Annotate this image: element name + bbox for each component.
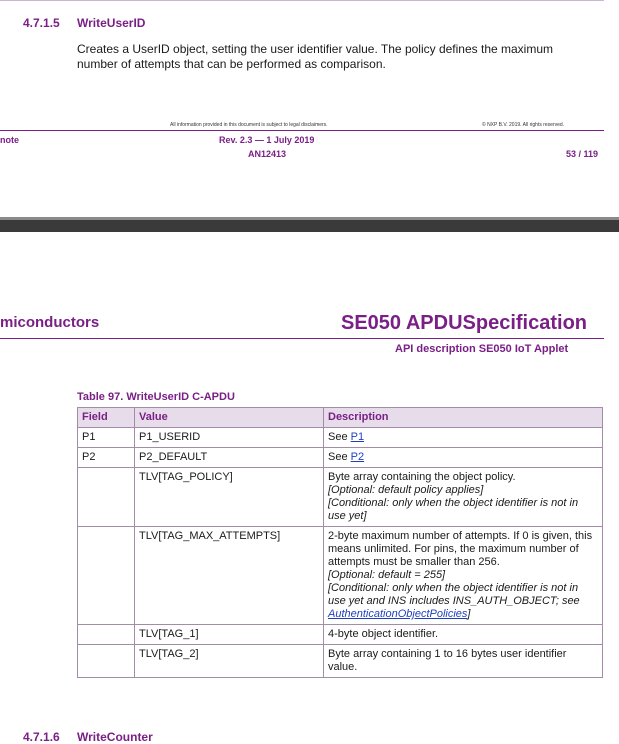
table-row (78, 645, 603, 678)
conditional-note (328, 582, 598, 621)
cell-value: P1_USERID (135, 428, 324, 448)
cell-field (78, 625, 135, 645)
apdu-table (77, 407, 603, 678)
page-number: 53 / 119 (566, 149, 599, 159)
revision: Rev. 2.3 — 1 July 2019 (219, 135, 315, 145)
table-caption: Table 97. WriteUserID C-APDU (77, 391, 235, 403)
cell-field: P2 (78, 448, 135, 468)
cell-value: TLV[TAG_2] (135, 645, 324, 678)
company-name: miconductors (0, 314, 100, 331)
conditional-suffix: ] (467, 608, 471, 620)
cell-field (78, 468, 135, 527)
cell-description (324, 448, 603, 468)
table-row (78, 527, 603, 625)
conditional-prefix: [Conditional: only when the object identifier is not in use yet and INS includes INS_AUTH_OBJECT; see (328, 582, 580, 607)
p1-link[interactable]: P1 (350, 431, 365, 443)
header-value: Value (135, 408, 324, 428)
desc-prefix: See (328, 451, 351, 463)
cell-value: TLV[TAG_POLICY] (135, 468, 324, 527)
table-row (78, 625, 603, 645)
cell-description (324, 468, 603, 527)
page-separator (0, 220, 619, 232)
desc-text: 2-byte maximum number of attempts. If 0 is given, this means unlimited. For pins, the maximum number of attempts must be smaller than 256. (328, 530, 593, 568)
cell-field: P1 (78, 428, 135, 448)
optional-note: [Optional: default = 255] (328, 569, 446, 581)
header-field: Field (78, 408, 135, 428)
cell-field (78, 645, 135, 678)
cell-description (324, 527, 603, 625)
cell-description: 4-byte object identifier. (324, 625, 603, 645)
document-title: SE050 APDUSpecification (341, 312, 588, 334)
section-number: 4.7.1.5 (23, 16, 60, 30)
cell-description: Byte array containing 1 to 16 bytes user identifier value. (324, 645, 603, 678)
table-row (78, 428, 603, 448)
desc-prefix: See (328, 431, 351, 443)
top-rule (0, 0, 604, 1)
table-row (78, 448, 603, 468)
doc-id: AN12413 (248, 149, 287, 159)
cell-field (78, 527, 135, 625)
next-section-number: 4.7.1.6 (23, 730, 60, 744)
next-section-title: WriteCounter (77, 730, 153, 744)
cell-value: TLV[TAG_1] (135, 625, 324, 645)
doc-type: note (0, 135, 19, 145)
table-row (78, 468, 603, 527)
cell-description (324, 428, 603, 448)
header-description: Description (324, 408, 603, 428)
cell-value: TLV[TAG_MAX_ATTEMPTS] (135, 527, 324, 625)
optional-note: [Optional: default policy applies] (328, 484, 484, 496)
cell-value: P2_DEFAULT (135, 448, 324, 468)
footer-rule (0, 130, 604, 131)
table-header-row (78, 408, 603, 428)
document-subtitle: API description SE050 IoT Applet (395, 343, 569, 355)
desc-text: Byte array containing the object policy. (328, 471, 516, 483)
p2-link[interactable]: P2 (350, 451, 365, 463)
header-rule (0, 338, 604, 339)
conditional-note: [Conditional: only when the object identifier is not in use yet] (328, 497, 579, 522)
section-title: WriteUserID (77, 16, 146, 30)
copyright: © NXP B.V. 2019. All rights reserved. (482, 122, 565, 128)
section-description: Creates a UserID object, setting the user identifier value. The policy defines the maximum number of attempts that can be performed as comparison. (77, 42, 554, 71)
legal-disclaimer: All information provided in this document is subject to legal disclaimers. (170, 122, 328, 128)
auth-object-policies-link[interactable]: AuthenticationObjectPolicies (328, 608, 468, 620)
